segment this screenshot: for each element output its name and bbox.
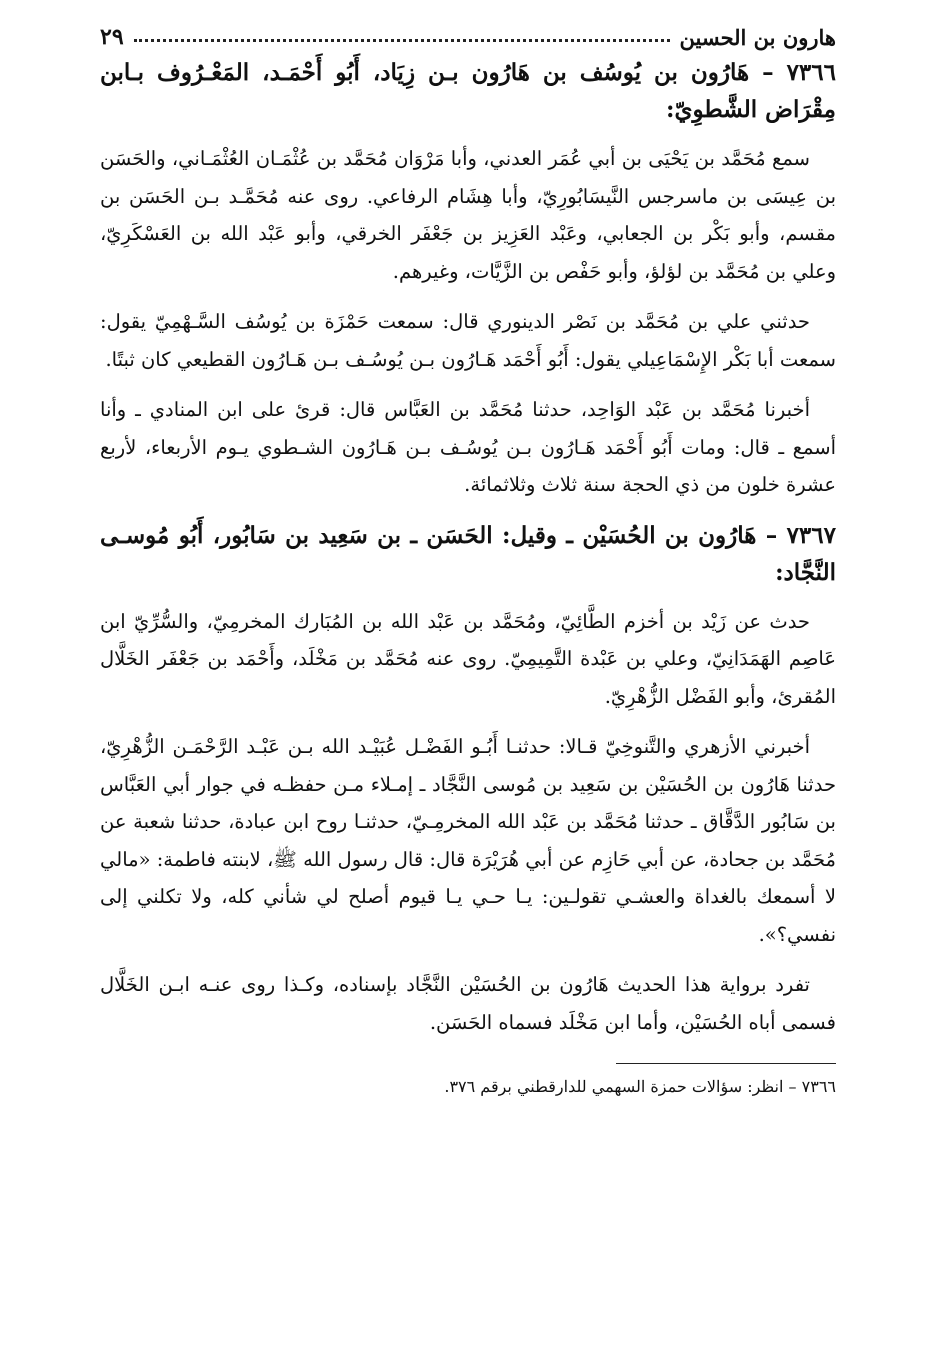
entry-7367 [100,517,836,1042]
running-head [100,14,836,50]
paragraph: سمع مُحَمَّد بن يَحْيَى بن أبي عُمَر العدني، وأبا مَرْوَان مُحَمَّد بن عُثْمَـان العُثْمَـاني، والحَسَن بن عِيسَى بن ماسرجس النَّيسَابُورِيّ، وأبا هِشَام الرفاعي. روى عنه مُحَمَّـد بـن الحَسَن بن مقسم، وأبو بَكْر بن الجعابي، وعَبْد العَزِيز بن جَعْفَر الخرقي، وأبو عَبْد الله بن العَسْكَرِيّ، وعلي بن مُحَمَّد بن لؤلؤ، وأبو حَفْص بن الزَّيَّات، وغيرهم. [100,147,836,283]
running-head-dots [134,39,670,42]
footnote-divider [616,1063,836,1064]
running-title: هارون بن الحسين [679,25,836,50]
page-number: ٢٩ [100,24,124,50]
paragraph: حدث عن زَيْد بن أخزم الطَّائِيّ، ومُحَمَّد بن عَبْد الله بن المُبَارك المخرمِيّ، والسُّرِّيّ ابن عَاصِم الهَمَدَانِيّ، وعلي بن عَبْدة التَّمِيمِيّ. روى عنه مُحَمَّد بن مَخْلَد، وأَحْمَد بن جَعْفَر الخَلَّال المُقرئ، وأبو الفَضْل الزُّهْرِيّ. [100,609,836,708]
entry-heading: ٧٣٦٦ – هَارُون بن يُوسُف بن هَارُون بـن زِيَاد، أَبُو أَحْمَـد، المَعْـرُوف بـابن مِقْرَاض الشَّطوِيّ: [100,59,836,123]
book-page [100,14,836,1344]
paragraph: أخبرنا مُحَمَّد بن عَبْد الوَاحِد، حدثنا مُحَمَّد بن العَبَّاس قال: قرئ على ابن المنادي ـ وأنا أسمع ـ قال: ومات أَبُو أَحْمَد هَـارُون بـن يُوسُـف بـن هَـارُون الشـطوي يـوم الأربعاء، لأربع عشرة خلون من ذي الحجة سنة ثلاث وثلاثمائة. [100,398,836,496]
paragraph: أخبرني الأزهري والتَّنوخِيّ قـالا: حدثنـا أَبُـو الفَضْـل عُبَيْـد الله بـن عَبْـد الرَّحْمَـن الزُّهْرِيّ، حدثنا هَارُون بن الحُسَيْن بن سَعِيد بن مُوسى النَّجَّاد ـ إمـلاء مـن حفظـه في جوار أبي العَبَّاس بن سَابُور الدَّقَّاق ـ حدثنا مُحَمَّد بن عَبْد الله المخرمِـيّ، حدثنـا روح ابن عبادة، حدثنا شعبة عن مُحَمَّد بن جحادة، عن أبي حَازِم عن أبي هُرَيْرَة قال: قال رسول الله ﷺ، لابنته فاطمة: «مالي لا أسمعك بالغداة والعشـي تقولـين: يـا حـي يـا قيوم أصلح لي شأني كله، ولا تكلني إلى نفسي؟». [100,735,836,946]
paragraph: حدثني علي بن مُحَمَّد بن نَصْر الدينوري قال: سمعت حَمْزَة بن يُوسُف السَّـهْمِيّ يقول: سمعت أبا بَكْر الإِسْمَاعِيلي يقول: أَبُو أَحْمَد هَـارُون بـن يُوسُـف بـن هَـارُون القطيعي كان ثبتًا. [100,310,836,371]
entry-heading: ٧٣٦٧ – هَارُون بن الحُسَيْن ـ وقيل: الحَسَن ـ بن سَعِيد بن سَابُور، أَبُو مُوسـى النَّجَّاد: [100,521,836,586]
paragraph: تفرد برواية هذا الحديث هَارُون بن الحُسَيْن النَّجَّاد بإسناده، وكـذا روى عنـه ابـن الخَلَّال فسمى أباه الحُسَيْن، وأما ابن مَخْلَد فسماه الحَسَن. [100,973,836,1034]
entry-7366 [100,54,836,504]
footnote: ٧٣٦٦ – انظر: سؤالات حمزة السهمي للدارقطني برقم ٣٧٦. [444,1077,836,1096]
